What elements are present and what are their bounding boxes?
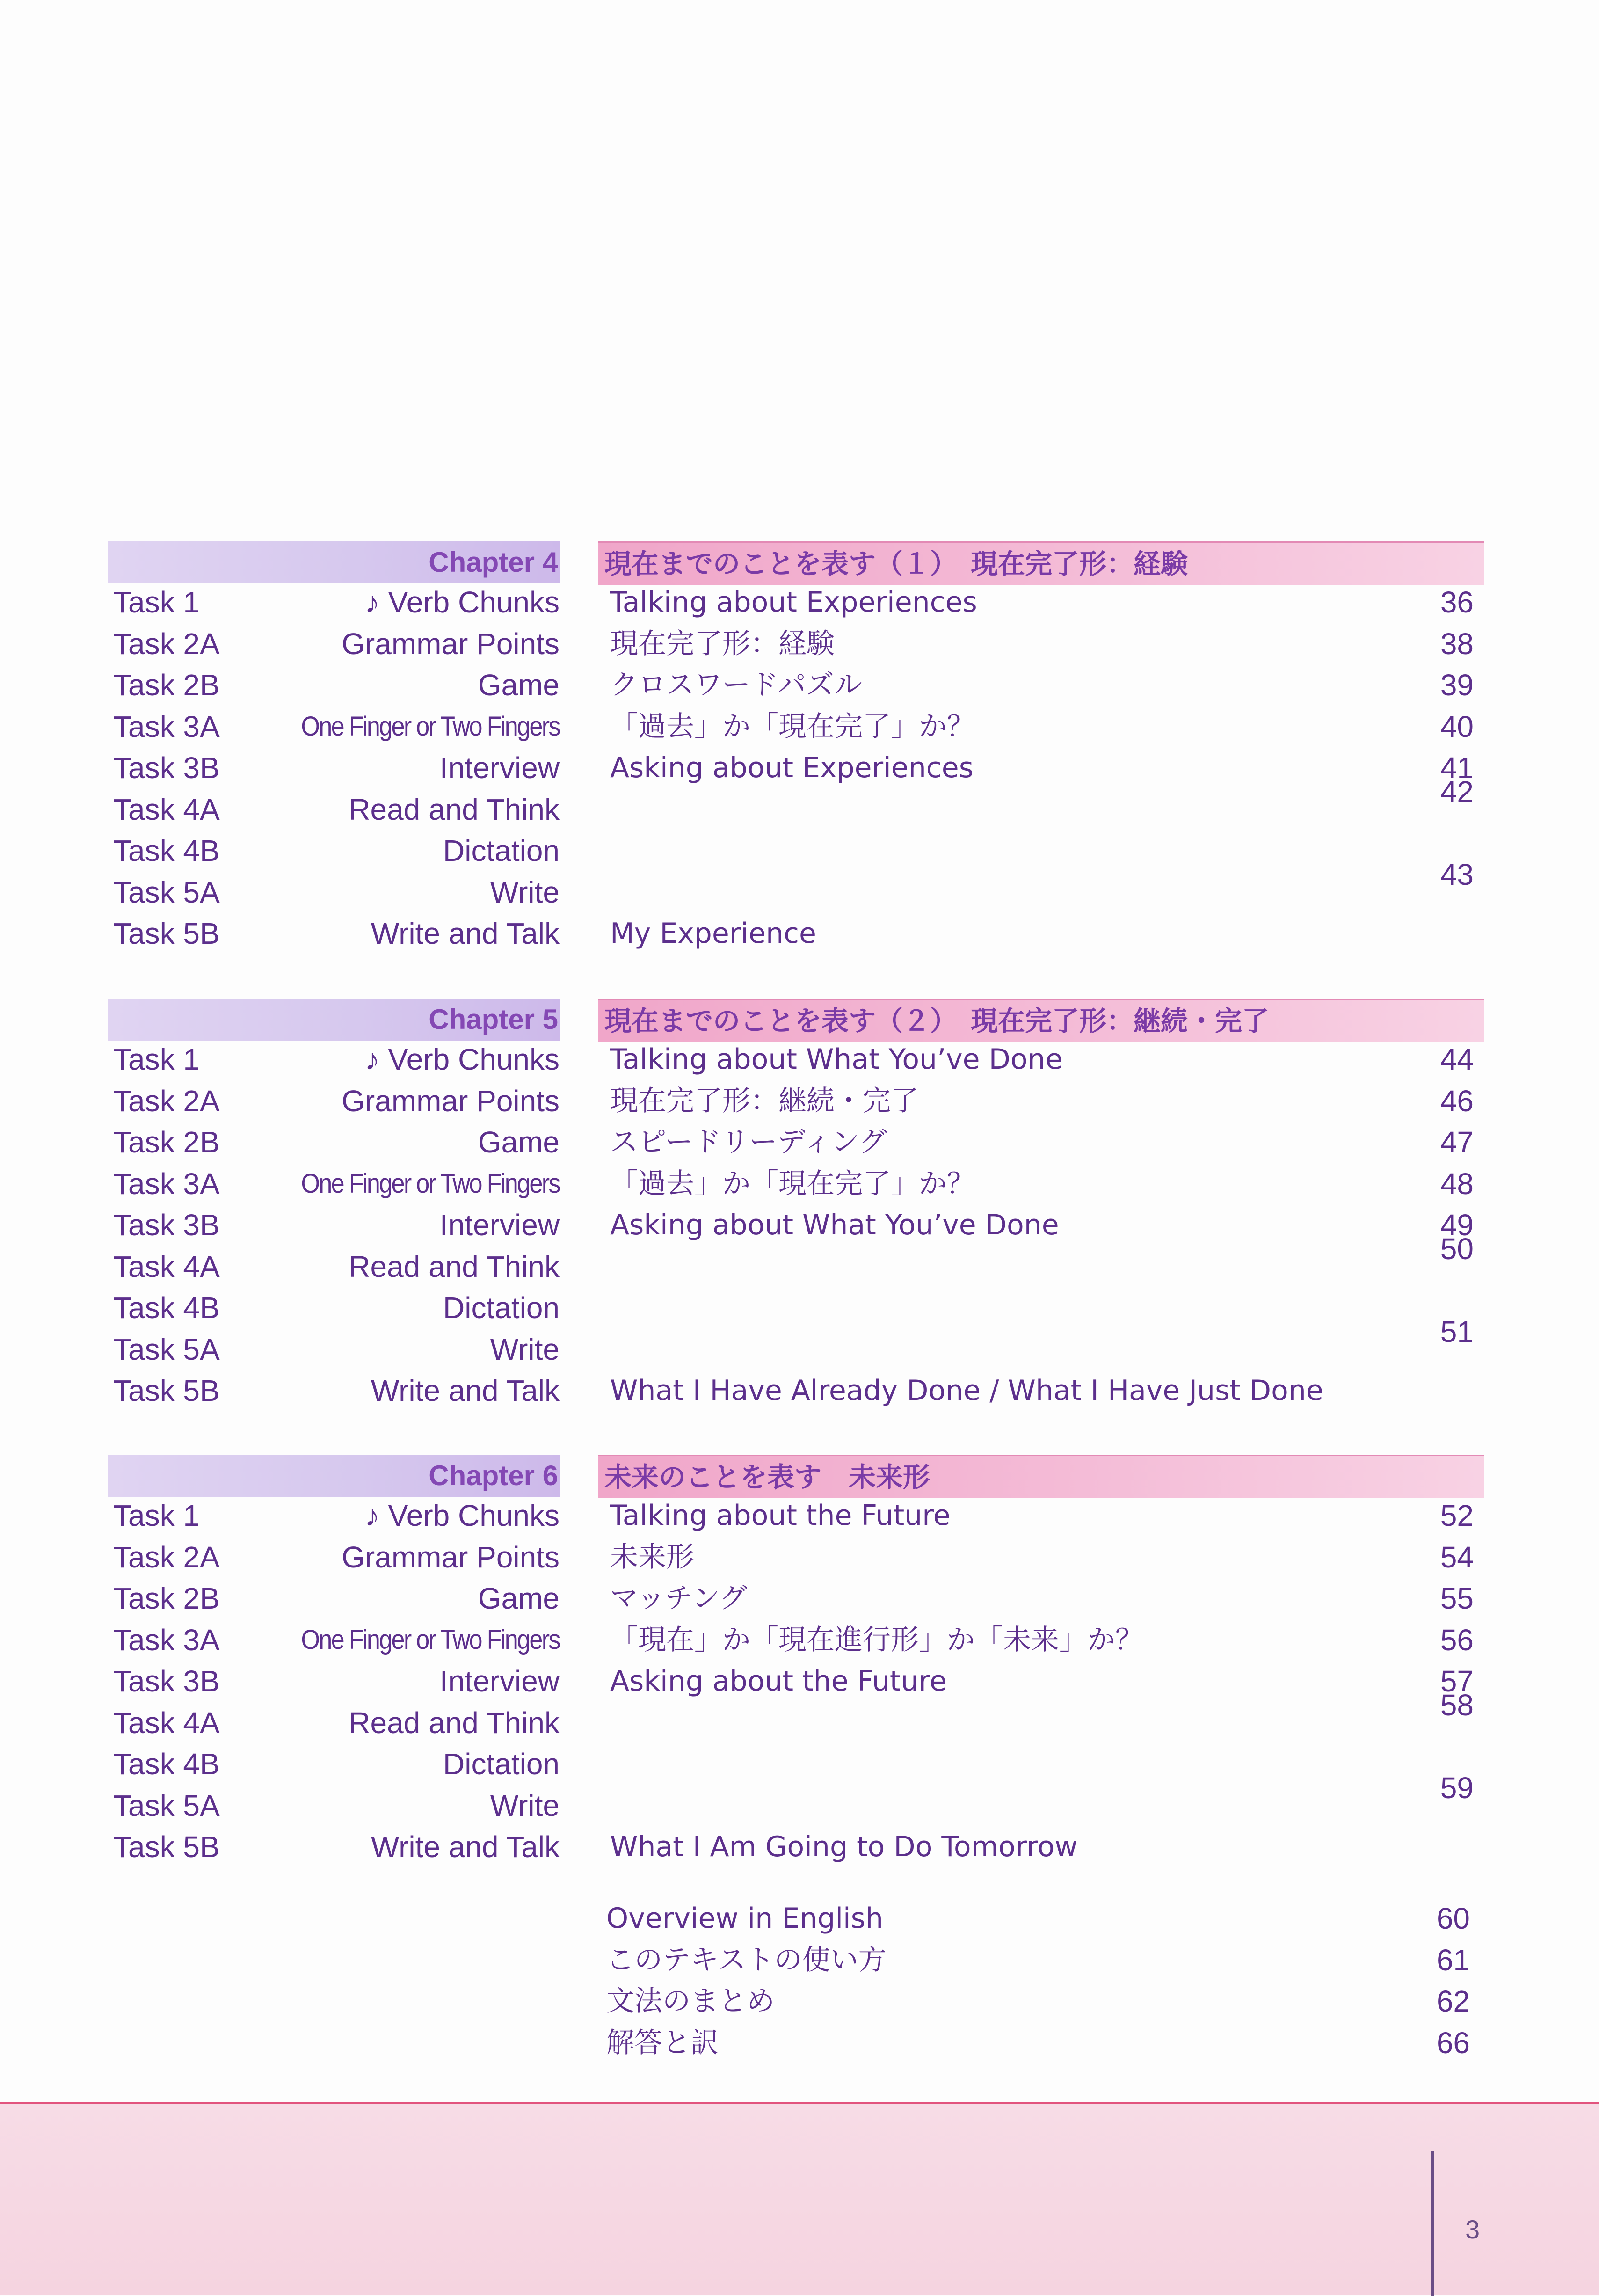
- task-id: Task 2A: [113, 627, 220, 661]
- page-ref: 38: [1440, 627, 1474, 661]
- task-id: Task 3A: [113, 1623, 220, 1657]
- activity-name: Grammar Points: [342, 627, 560, 661]
- activity-name: Read and Think: [349, 792, 560, 826]
- appendix-title: このテキストの使い方: [606, 1943, 887, 1976]
- toc-row[interactable]: [108, 1744, 1484, 1786]
- task-description: 現在完了形：継続・完了: [610, 1084, 919, 1117]
- page-ref: 39: [1440, 668, 1474, 702]
- task-description: Asking about the Future: [610, 1665, 947, 1698]
- task-id: Task 2A: [113, 1084, 220, 1118]
- page-ref: 55: [1440, 1582, 1474, 1615]
- page-ref: 47: [1440, 1125, 1474, 1159]
- page-ref: 40: [1440, 709, 1474, 743]
- toc-row[interactable]: [108, 1205, 1484, 1247]
- task-description: Asking about Experiences: [610, 751, 974, 784]
- activity-name: Read and Think: [349, 1706, 560, 1740]
- page-ref: 61: [1436, 1943, 1470, 1977]
- task-id: Task 4B: [113, 834, 220, 867]
- activity-name: Interview: [439, 1664, 560, 1698]
- chapter-title-band: [598, 1455, 1484, 1498]
- task-id: Task 4A: [113, 1249, 220, 1283]
- activity-name: Write and Talk: [371, 917, 560, 950]
- chapter-label-band: [108, 541, 560, 583]
- page-ref: 43: [1440, 857, 1474, 891]
- appendix-title: Overview in English: [606, 1902, 883, 1935]
- page-ref: 56: [1440, 1623, 1474, 1657]
- activity-name: Read and Think: [349, 1249, 560, 1283]
- task-description: 未来形: [610, 1540, 694, 1574]
- chapter-label: Chapter 6: [429, 1460, 558, 1491]
- task-description: What I Have Already Done / What I Have Just Done: [610, 1374, 1323, 1407]
- page-number: 3: [1465, 2215, 1480, 2244]
- appendix-item[interactable]: [606, 1940, 1484, 1982]
- page-ref: 51: [1440, 1314, 1474, 1348]
- page-ref: 46: [1440, 1084, 1474, 1118]
- task-id: Task 2B: [113, 1582, 220, 1615]
- task-id: Task 3B: [113, 751, 220, 785]
- task-id: Task 5B: [113, 1830, 220, 1864]
- task-description: Talking about What You’ve Done: [610, 1043, 1063, 1076]
- chapter-title: 現在までのことを表す（２） 現在完了形：継続・完了: [604, 1005, 1270, 1037]
- page-ref: 60: [1436, 1902, 1470, 1935]
- activity-name: ♪ Verb Chunks: [364, 1042, 560, 1076]
- task-id: Task 1: [113, 1042, 200, 1076]
- activity-name: Write: [490, 1332, 560, 1366]
- chapter-title: 未来のことを表す 未来形: [604, 1461, 930, 1493]
- page-ref: 36: [1440, 585, 1474, 619]
- appendix-item[interactable]: [606, 2023, 1484, 2065]
- appendix-item[interactable]: [606, 1982, 1484, 2023]
- toc-row[interactable]: [108, 1314, 1484, 1371]
- task-id: Task 3B: [113, 1664, 220, 1698]
- toc-row[interactable]: [108, 707, 1484, 749]
- activity-name: ♪ Verb Chunks: [364, 585, 560, 619]
- task-description: マッチング: [610, 1582, 748, 1615]
- toc-row[interactable]: [108, 1496, 1484, 1538]
- task-id: Task 4A: [113, 1706, 220, 1740]
- chapter-title: 現在までのことを表す（１） 現在完了形：経験: [604, 548, 1188, 580]
- task-description: 「過去」か「現在完了」か？: [610, 1167, 975, 1200]
- toc-row[interactable]: [108, 1232, 1484, 1289]
- activity-name: Grammar Points: [342, 1540, 560, 1574]
- page-footer: [0, 2102, 1599, 2295]
- appendix-list: [606, 1899, 1484, 2064]
- page-ref: 48: [1440, 1166, 1474, 1201]
- activity-name: Dictation: [443, 1747, 560, 1781]
- toc-row[interactable]: [108, 665, 1484, 707]
- toc-row[interactable]: [108, 774, 1484, 831]
- activity-name: Write and Talk: [371, 1830, 560, 1864]
- task-description: What I Am Going to Do Tomorrow: [610, 1830, 1078, 1863]
- page-ref: 52: [1440, 1499, 1474, 1532]
- toc-row[interactable]: [108, 1040, 1484, 1081]
- activity-name: Game: [478, 668, 560, 702]
- page-ref: 59: [1440, 1771, 1474, 1805]
- task-id: Task 4B: [113, 1291, 220, 1325]
- chapter-label: Chapter 4: [429, 547, 558, 578]
- toc-row[interactable]: [108, 914, 1484, 955]
- activity-name: ♪ Verb Chunks: [364, 1499, 560, 1532]
- toc-row[interactable]: [108, 831, 1484, 873]
- toc-row[interactable]: [108, 1081, 1484, 1123]
- footer-divider: [1431, 2151, 1434, 2296]
- toc-row[interactable]: [108, 1662, 1484, 1703]
- task-description: クロスワードパズル: [610, 669, 862, 701]
- page-ref: 50: [1440, 1232, 1474, 1266]
- activity-name: Dictation: [443, 1291, 560, 1325]
- page-ref: 42: [1440, 774, 1474, 809]
- task-id: Task 2A: [113, 1540, 220, 1574]
- task-description: 「過去」か「現在完了」か？: [610, 710, 975, 743]
- page-ref: 44: [1440, 1042, 1474, 1076]
- task-id: Task 3A: [113, 709, 220, 743]
- task-id: Task 5B: [113, 1374, 220, 1407]
- task-description: 「現在」か「現在進行形」か「未来」か？: [610, 1623, 1143, 1656]
- toc-row[interactable]: [108, 1122, 1484, 1164]
- toc-row[interactable]: [108, 583, 1484, 624]
- task-id: Task 2B: [113, 668, 220, 702]
- activity-name: One Finger or Two Fingers: [301, 711, 560, 742]
- toc-row[interactable]: [108, 624, 1484, 666]
- toc-row[interactable]: [108, 1164, 1484, 1206]
- task-id: Task 4B: [113, 1747, 220, 1781]
- task-id: Task 5B: [113, 917, 220, 950]
- toc-row[interactable]: [108, 1827, 1484, 1869]
- toc-row[interactable]: [108, 1538, 1484, 1579]
- task-description: Asking about What You’ve Done: [610, 1209, 1059, 1241]
- task-description: Talking about Experiences: [610, 586, 977, 619]
- task-id: Task 2B: [113, 1125, 220, 1159]
- toc-row[interactable]: [108, 1771, 1484, 1828]
- chapter-label-band: [108, 1455, 560, 1497]
- toc-row[interactable]: [108, 1620, 1484, 1662]
- toc-row[interactable]: [108, 857, 1484, 914]
- appendix-title: 解答と訳: [606, 2026, 719, 2059]
- activity-name: Interview: [439, 1208, 560, 1242]
- toc-rows: [108, 1496, 1484, 1869]
- chapter-label: Chapter 5: [429, 1004, 558, 1035]
- task-id: Task 5A: [113, 1332, 220, 1366]
- task-id: Task 3A: [113, 1166, 220, 1201]
- page-ref: 62: [1436, 1984, 1470, 2018]
- appendix-item[interactable]: [606, 1899, 1484, 1940]
- task-id: Task 5A: [113, 875, 220, 909]
- activity-name: Write: [490, 875, 560, 909]
- activity-name: Grammar Points: [342, 1084, 560, 1118]
- task-id: Task 4A: [113, 792, 220, 826]
- chapter-title-band: [598, 541, 1484, 585]
- activity-name: One Finger or Two Fingers: [301, 1624, 560, 1655]
- page-ref: 57: [1440, 1664, 1474, 1698]
- chapter-label-band: [108, 999, 560, 1041]
- activity-name: Game: [478, 1582, 560, 1615]
- activity-name: Dictation: [443, 834, 560, 867]
- chapter-title-band: [598, 999, 1484, 1042]
- toc-row[interactable]: [108, 1579, 1484, 1620]
- task-description: スピードリーディング: [610, 1126, 887, 1159]
- appendix-title: 文法のまとめ: [606, 1985, 775, 2018]
- toc-rows: [108, 583, 1484, 955]
- toc-row[interactable]: [108, 1371, 1484, 1413]
- page-ref: 41: [1440, 751, 1474, 785]
- task-description: 現在完了形：経験: [610, 627, 835, 660]
- task-id: Task 1: [113, 1499, 200, 1532]
- toc-row[interactable]: [108, 1688, 1484, 1745]
- activity-name: Interview: [439, 751, 560, 785]
- task-description: My Experience: [610, 917, 816, 950]
- activity-name: Write and Talk: [371, 1374, 560, 1407]
- activity-name: Write: [490, 1788, 560, 1822]
- task-id: Task 1: [113, 585, 200, 619]
- page-ref: 58: [1440, 1688, 1474, 1722]
- toc-row[interactable]: [108, 748, 1484, 790]
- activity-name: One Finger or Two Fingers: [301, 1168, 560, 1199]
- toc-row[interactable]: [108, 1288, 1484, 1330]
- activity-name: Game: [478, 1125, 560, 1159]
- page-ref: 66: [1436, 2026, 1470, 2060]
- task-id: Task 5A: [113, 1788, 220, 1822]
- page-ref: 49: [1440, 1208, 1474, 1242]
- page-ref: 54: [1440, 1540, 1474, 1574]
- task-id: Task 3B: [113, 1208, 220, 1242]
- toc-rows: [108, 1040, 1484, 1413]
- task-description: Talking about the Future: [610, 1499, 951, 1532]
